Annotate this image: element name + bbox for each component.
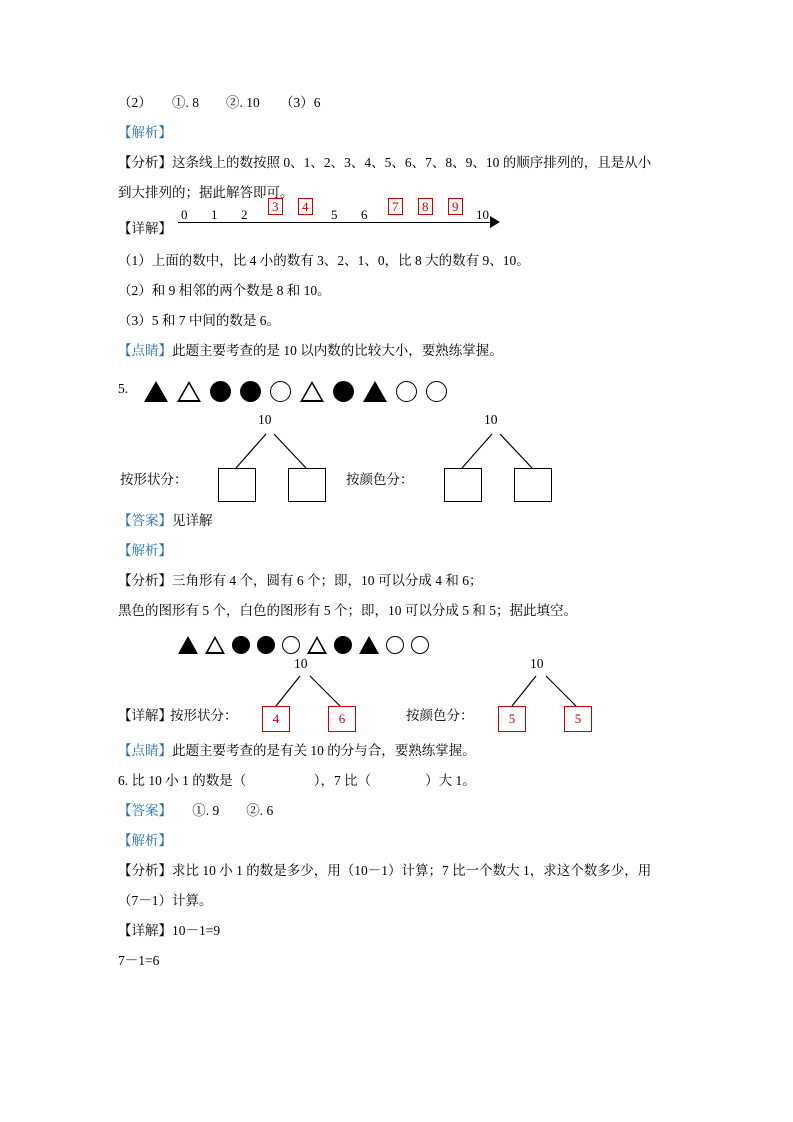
numline-label-1: 1: [211, 207, 218, 222]
q4-numberline-row: [118, 199, 678, 246]
document-body: [118, 88, 678, 976]
circle-solid-icon: [240, 381, 261, 402]
circle-solid-icon: [333, 381, 354, 402]
q5-blank-box-left[interactable]: [218, 468, 256, 502]
q4-detail-2: （2）和 9 相邻的两个数是 8 和 10。: [118, 283, 331, 298]
q6-detail-1: 【详解】10－1=9: [118, 923, 221, 938]
circle-open-icon: [396, 381, 417, 402]
q5-detail-right-label: 按颜色分：: [406, 708, 474, 723]
number-line: [178, 199, 508, 246]
numline-label-2: 2: [241, 207, 248, 222]
q5-answer-line: [118, 506, 678, 536]
triangle-solid-icon: [144, 381, 168, 402]
triangle-open-icon: [300, 381, 324, 402]
jiexi-tag-label: 【解析】: [118, 543, 172, 558]
q5-blank-box-left[interactable]: [444, 468, 482, 502]
triangle-open-icon: [177, 381, 201, 402]
daan-tag-label: 【答案】: [118, 803, 166, 818]
q4-summary-line: [118, 336, 678, 366]
circle-open-icon: [411, 636, 429, 654]
q5-detail-branches: [118, 656, 678, 736]
q5-detail-shape-row: [178, 636, 678, 654]
q5-filled-box-right[interactable]: 5: [564, 706, 592, 732]
q5-summary-line: [118, 736, 678, 766]
q6-number: 6.: [118, 773, 129, 788]
number-line-arrow: [490, 216, 500, 228]
numline-label-5: 5: [331, 207, 338, 222]
triangle-solid-icon: [359, 636, 379, 654]
triangle-solid-icon: [363, 381, 387, 402]
q5-blank-box-right[interactable]: [288, 468, 326, 502]
q5-branch-color: [422, 412, 572, 502]
q4-analysis-line2: 到大排列的；据此解答即可。: [118, 185, 294, 200]
numline-label-10: 10: [476, 207, 489, 222]
q5-filled-box-right[interactable]: 6: [328, 706, 356, 732]
circle-open-icon: [386, 636, 404, 654]
q4-detail-3: （3）5 和 7 中间的数是 6。: [118, 313, 280, 328]
circle-open-icon: [270, 381, 291, 402]
q4-analysis-line1: 【分析】这条线上的数按照 0、1、2、3、4、5、6、7、8、9、10 的顺序排列的，且是从小: [118, 155, 652, 170]
q5-answer-text: 见详解: [172, 513, 213, 528]
circle-open-icon: [426, 381, 447, 402]
dianjing-tag-label: 【点睛】: [118, 343, 172, 358]
numline-label-4: 4: [298, 198, 313, 215]
q6-jiexi-tag: [118, 826, 678, 856]
q5-analysis-line1: 【分析】三角形有 4 个，圆有 6 个；即，10 可以分成 4 和 6；: [118, 573, 483, 588]
triangle-open-icon: [205, 636, 225, 654]
triangle-open-icon: [307, 636, 327, 654]
daan-tag-label: 【答案】: [118, 513, 172, 528]
q5-shape-row: [144, 381, 447, 402]
numline-label-0: 0: [181, 207, 188, 222]
q5-summary-text: 此题主要考查的是有关 10 的分与合，要熟练掌握。: [172, 743, 476, 758]
q5-detail-branch-shape: [242, 656, 392, 736]
q5-detail-branch-color: [478, 656, 628, 736]
circle-solid-icon: [210, 381, 231, 402]
numline-label-9: 9: [448, 198, 463, 215]
q4-jiexi-tag: [118, 118, 678, 148]
q5-blank-box-right[interactable]: [514, 468, 552, 502]
q5-jiexi-tag: [118, 536, 678, 566]
numline-label-6: 6: [361, 207, 368, 222]
q5-left-label: 按形状分：: [120, 472, 188, 487]
q5-branch-shape: [196, 412, 346, 502]
circle-open-icon: [282, 636, 300, 654]
numline-label-7: 7: [388, 198, 403, 215]
q6-analysis-line2: （7－1）计算。: [118, 893, 213, 908]
circle-solid-icon: [334, 636, 352, 654]
numline-label-3: 3: [268, 198, 283, 215]
q5-detail-left-label: 按形状分：: [170, 708, 238, 723]
jiexi-tag-label: 【解析】: [118, 125, 172, 140]
q5-detail-color-top: 10: [530, 656, 544, 671]
dianjing-tag-label: 【点睛】: [118, 743, 172, 758]
q5-branch-diagrams: [120, 412, 678, 502]
q5-right-label: 按颜色分：: [346, 472, 414, 487]
circle-solid-icon: [257, 636, 275, 654]
q5-branch-color-top: 10: [484, 412, 498, 427]
q4-answer-line: （2） ①. 8 ②. 10 （3）6: [118, 95, 321, 110]
q5-heading-row: [118, 374, 678, 404]
q6-detail-2: 7－1=6: [118, 953, 160, 968]
xiangjie-tag-label: 【详解】: [118, 708, 172, 723]
q6-answer-text: ①. 9 ②. 6: [165, 803, 274, 818]
q6-analysis-line1: 【分析】求比 10 小 1 的数是多少，用（10－1）计算；7 比一个数大 1，求这个数多少，用: [118, 863, 652, 878]
q5-filled-box-left[interactable]: 4: [262, 706, 290, 732]
q5-detail-shape-top: 10: [294, 656, 308, 671]
q5-branch-shape-top: 10: [258, 412, 272, 427]
triangle-solid-icon: [178, 636, 198, 654]
q4-detail-1: （1）上面的数中，比 4 小的数有 3、2、1、0，比 8 大的数有 9、10。: [118, 253, 530, 268]
q5-analysis-line2: 黑色的图形有 5 个，白色的图形有 5 个；即，10 可以分成 5 和 5；据此填空。: [118, 603, 577, 618]
q6-answer-line: [118, 796, 678, 826]
q5-filled-box-left[interactable]: 5: [498, 706, 526, 732]
q6-text: 比 10 小 1 的数是（ ），7 比（ ）大 1。: [131, 773, 476, 788]
q5-number: 5.: [118, 381, 129, 396]
circle-solid-icon: [232, 636, 250, 654]
q4-summary-text: 此题主要考查的是 10 以内数的比较大小，要熟练掌握。: [172, 343, 503, 358]
xiangjie-tag-label: 【详解】: [118, 221, 172, 236]
jiexi-tag-label: 【解析】: [118, 833, 172, 848]
q6-question-line: [118, 766, 678, 796]
numline-label-8: 8: [418, 198, 433, 215]
